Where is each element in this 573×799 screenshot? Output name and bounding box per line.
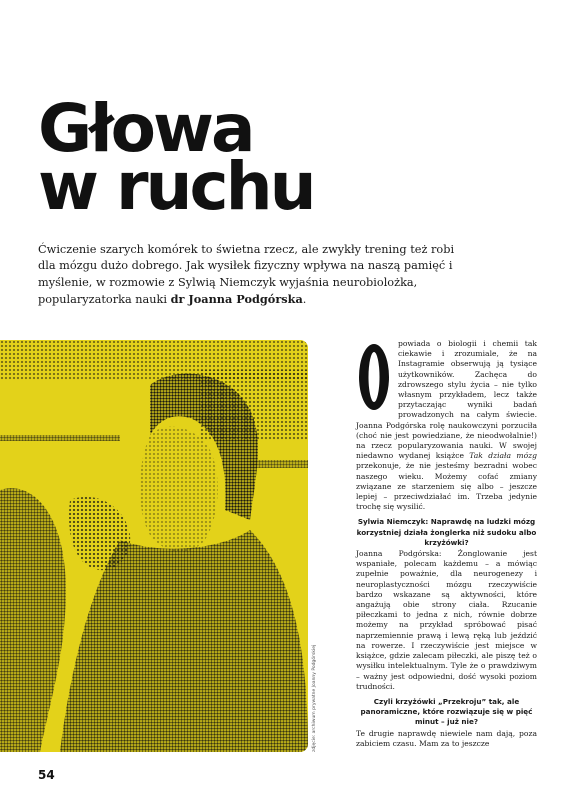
halftone-portrait [0,340,308,752]
photo-credit: zdjęcie: archiwum prywatne Joanny Podgórskiej [312,644,317,752]
lead-author: dr Joanna Podgórska [170,292,303,307]
lead-paragraph [38,242,458,309]
intro-text-a: powiada o biologii i chemii tak ciekawie i zrozumiale, że na Instagramie obserwują ją tysiące użytkowników. Zachęca do zdrowszego stylu życia – nie tylko własnym przykładem, lecz także przytaczając wyniki badań prowadzonych na całym świecie. Joanna Podgórska rolę naukowczyni porzuciła (choć nie jest powiedziane, że nieodwołalnie!) na rzecz popularyzowania nauki. W swojej niedawno wydanej książce [356,339,537,461]
question-1: Sylwia Niemczyk: Naprawdę na ludzki mózg korzystniej działa żonglerka niż sudoku albo krzyżówki? [356,517,537,547]
article-column [356,339,537,749]
answer-1-text: Żonglowanie jest wspaniałe, polecam każdemu – a mówiąc zupełnie poważnie, dla neurogenezy i neuroplastyczności mózgu rzeczywiście bardzo wskazane są aktywności, które angażują obie strony ciała. Rzucanie piłeczkami to jedna z nich, równie dobrze możemy na przykład spróbować pisać naprzemiennie prawą i lewą ręką lub jeździć na rowerze. I rzeczywiście jest miejsce w książce, gdzie zalecam piłeczki, ale piszę też o wysiłku intelektualnym. Tyle że o prawdziwym – ważny jest odpowiedni, dość wysoki poziom trudności. [356,549,537,691]
page-number: 54 [38,768,55,782]
lead-text: Ćwiczenie szarych komórek to świetna rzecz, ale zwykły trening też robi dla mózgu dużo dobrego. Jak wysiłek fizyczny wpływa na naszą pamięć i myślenie, w rozmowie z Sylwią Niemczyk wyjaśnia neurobiolożka, popularyzatorka nauki [38,243,455,307]
book-title: Tak działa mózg [469,451,538,461]
question-2: Czyli krzyżówki „Przekroju” tak, ale panoramiczne, które rozwiązuje się w pięć minut – już nie? [360,696,533,727]
headline-line-2: w ruchu [38,148,314,225]
headline-line-1: Głowa [38,90,253,167]
answer-2: Te drugie naprawdę niewiele nam dają, poza zabiciem czasu. Mam za to jeszcze [356,728,537,748]
portrait-photo [0,340,308,752]
lead-end: . [302,293,307,307]
intro-text-b: przekonuje, że nie jesteśmy bezradni wobec naszego wieku. Możemy cofać zmiany związane ze starzeniem się albo – jeszcze lepiej – przeciwdziałać im. Trzeba jedynie trochę się wysilić. [356,461,537,512]
answer-1 [356,549,537,692]
dropcap-letter [356,341,392,413]
article-headline [38,90,314,225]
answer-speaker: Joanna Podgórska: [356,549,442,559]
